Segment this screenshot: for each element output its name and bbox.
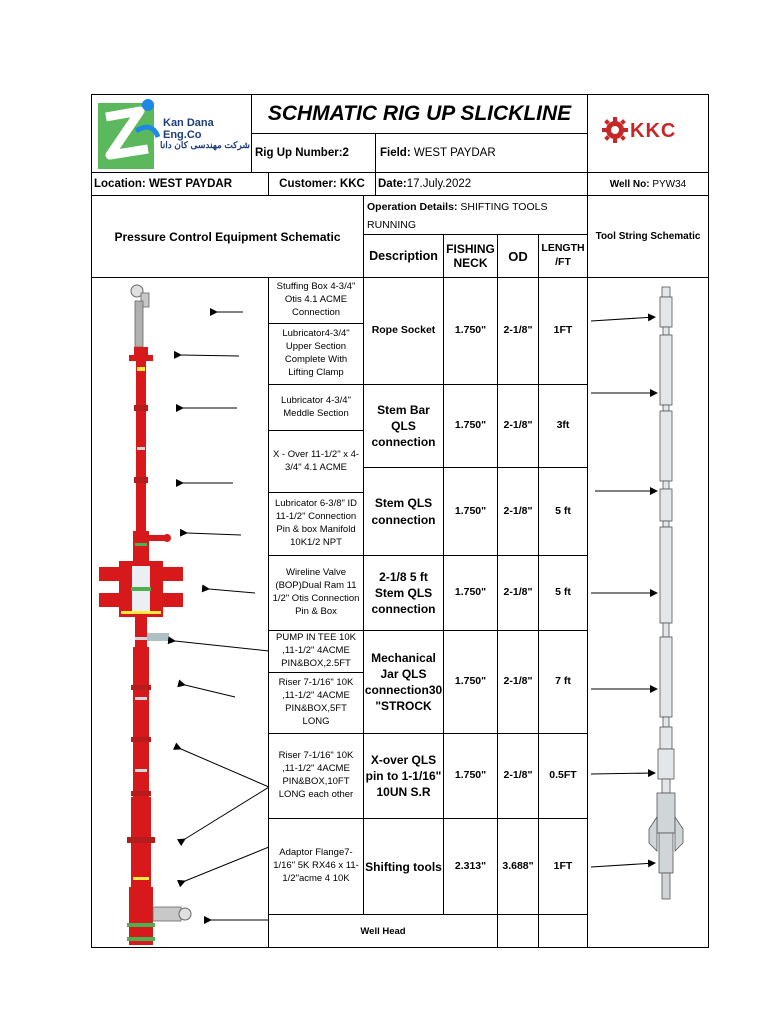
tool-od: 2-1/8" <box>497 467 539 556</box>
stem-bar-icon <box>660 335 672 481</box>
pce-item: PUMP IN TEE 10K ,11-1/2" 4ACME PIN&BOX,2.5FT <box>268 630 364 673</box>
tool-description: Shifting tools <box>363 818 444 915</box>
well-head-label: Well Head <box>360 925 406 937</box>
pce-item: Riser 7-1/16" 10K ,11-1/2" 4ACME PIN&BOX,10FT LONG each other <box>268 733 364 819</box>
kkc-gear-icon <box>602 117 628 143</box>
location-cell <box>91 172 269 196</box>
tool-length: 5 ft <box>538 467 588 556</box>
bop-dual-ram-icon <box>99 561 183 617</box>
tool-fishing-neck: 1.750" <box>443 384 498 468</box>
tool-length: 1FT <box>538 277 588 385</box>
tool-description: Stem QLS connection <box>363 467 444 556</box>
tool-length: 1FT <box>538 818 588 915</box>
tool-fishing-neck: 1.750" <box>443 630 498 734</box>
pce-item: Lubricator 4-3/4" Meddle Section <box>268 384 364 431</box>
col-header-description: Description <box>363 234 444 278</box>
tool-fishing-neck: 1.750" <box>443 555 498 631</box>
date-cell <box>375 172 588 196</box>
pce-item: Riser 7-1/16" 10K ,11-1/2" 4ACME PIN&BOX,5FT LONG <box>268 672 364 734</box>
date-label: Date: <box>378 178 407 190</box>
tool-length: 3ft <box>538 384 588 468</box>
tool-pointer-arrows <box>591 317 657 867</box>
tool-string-title: Tool String Schematic <box>595 231 701 242</box>
adaptor-flange-icon <box>127 797 155 887</box>
tool-description: 2-1/8 5 ft Stem QLS connection <box>363 555 444 631</box>
well-head-cell <box>268 914 498 948</box>
tool-fishing-neck: 1.750" <box>443 733 498 819</box>
pressure-control-stack-drawing <box>91 277 269 948</box>
tool-od: 2-1/8" <box>497 630 539 734</box>
rig-up-label: Rig Up Number: <box>255 146 343 159</box>
company-name-fa: شرکت مهندسی کان دانا <box>160 140 250 150</box>
company-name-en: Kan Dana Eng.Co <box>163 117 214 141</box>
pce-item: X - Over 11-1/2" x 4-3/4" 4.1 ACME <box>268 430 364 493</box>
rig-up-value: 2 <box>342 146 349 159</box>
tool-fishing-neck: 2.313" <box>443 818 498 915</box>
tool-string-drawing <box>587 277 709 948</box>
tool-description: Mechanical Jar QLS connection30 "STROCK <box>363 630 444 734</box>
lubricator-upper-icon <box>129 347 153 401</box>
field-value: WEST PAYDAR <box>410 147 496 159</box>
field-label: Field: <box>380 147 411 159</box>
rig-up-cell <box>251 133 376 173</box>
field-cell <box>375 133 588 173</box>
pce-item: Stuffing Box 4-3/4" Otis 4.1 ACME Connection <box>268 277 364 324</box>
tool-description: Rope Socket <box>363 277 444 385</box>
tool-od: 3.688" <box>497 818 539 915</box>
tool-length: 7 ft <box>538 630 588 734</box>
x-over-icon <box>658 727 674 793</box>
mechanical-jar-icon <box>660 623 672 727</box>
location-value: WEST PAYDAR <box>145 178 233 190</box>
well-no-value: PYW34 <box>649 178 687 190</box>
stem-icon <box>660 481 672 623</box>
tool-description: X-over QLS pin to 1-1/16" 10UN S.R <box>363 733 444 819</box>
tool-od: 2-1/8" <box>497 733 539 819</box>
lubricator-middle-icon <box>134 401 148 531</box>
stuffing-box-icon <box>131 285 149 347</box>
col-header-od: OD <box>497 234 539 278</box>
tool-od: 2-1/8" <box>497 384 539 468</box>
well-head-blank-od <box>497 914 539 948</box>
customer-label: Customer: <box>279 178 337 190</box>
pointer-arrows <box>175 312 269 920</box>
tool-fishing-neck: 1.750" <box>443 277 498 385</box>
well-no-cell <box>587 172 709 196</box>
pce-item: Lubricator4-3/4" Upper Section Complete With Lifting Clamp <box>268 323 364 385</box>
col-header-fishing-neck: FISHING NECK <box>443 234 498 278</box>
operation-details-value: SHIFTING TOOLS RUNNING <box>367 201 551 231</box>
client-logo-text: KKC <box>630 120 677 142</box>
pce-item: Adaptor Flange7-1/16" 5K RX46 x 11-1/2"acme 4 10K <box>268 818 364 915</box>
tool-length: 5 ft <box>538 555 588 631</box>
page-title-cell <box>251 94 588 134</box>
well-head-blank-length <box>538 914 588 948</box>
customer-cell <box>268 172 376 196</box>
shifting-tool-icon <box>649 793 683 899</box>
company-logo-cell <box>91 94 252 173</box>
kan-dana-logo-icon <box>96 97 160 171</box>
tool-od: 2-1/8" <box>497 277 539 385</box>
location-label: Location: <box>94 178 146 190</box>
operation-details-cell <box>363 195 588 235</box>
col-header-length: LENGTH /FT <box>538 234 588 278</box>
pump-in-tee-icon <box>135 617 169 647</box>
tool-length: 0.5FT <box>538 733 588 819</box>
manifold-icon <box>133 531 171 561</box>
tool-description: Stem Bar QLS connection <box>363 384 444 468</box>
tool-od: 2-1/8" <box>497 555 539 631</box>
well-no-label: Well No: <box>609 178 650 190</box>
date-value: 17.July.2022 <box>406 178 472 190</box>
tool-string-title-cell <box>587 195 709 278</box>
tool-fishing-neck: 1.750" <box>443 467 498 556</box>
client-logo-cell <box>587 94 709 173</box>
rope-socket-icon <box>660 287 672 335</box>
pce-item: Lubricator 6-3/8" ID 11-1/2" Connection Pin & box Manifold 10K1/2 NPT <box>268 492 364 556</box>
pce-title-cell <box>91 195 364 278</box>
pce-title: Pressure Control Equipment Schematic <box>114 229 341 244</box>
page-title: SCHMATIC RIG UP SLICKLINE <box>267 102 572 125</box>
riser-icon <box>131 647 151 797</box>
operation-details-label: Operation Details: <box>367 201 458 213</box>
customer-value: KKC <box>336 178 365 190</box>
wellhead-icon <box>127 887 191 945</box>
pce-item: Wireline Valve (BOP)Dual Ram 11 1/2" Otis Connection Pin & Box <box>268 555 364 631</box>
